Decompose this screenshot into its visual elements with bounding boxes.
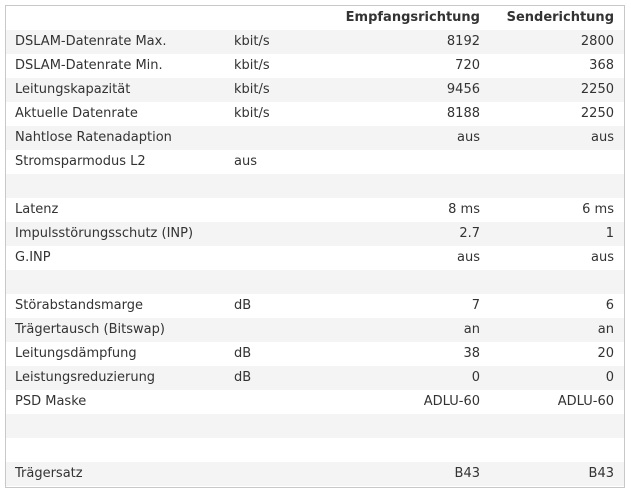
table-row [6, 294, 624, 318]
row-upstream-value [487, 150, 624, 174]
row-downstream-value: 0 [339, 366, 487, 390]
row-label [6, 174, 229, 198]
row-downstream-value [339, 150, 487, 174]
row-label [6, 414, 229, 438]
table-row [6, 30, 624, 54]
row-unit: kbit/s [229, 102, 339, 126]
row-upstream-value: ADLU-60 [487, 390, 624, 414]
row-unit [229, 222, 339, 246]
row-unit [229, 174, 339, 198]
table-row [6, 102, 624, 126]
row-unit [229, 390, 339, 414]
row-unit [229, 126, 339, 150]
table-header-row [6, 6, 624, 30]
row-upstream-value: an [487, 318, 624, 342]
row-upstream-value: B43 [487, 462, 624, 486]
row-label: Leitungskapazität [6, 78, 229, 102]
row-upstream-value [487, 414, 624, 438]
row-downstream-value: 9456 [339, 78, 487, 102]
row-downstream-value: 2.7 [339, 222, 487, 246]
row-label: Latenz [6, 198, 229, 222]
row-downstream-value: 720 [339, 54, 487, 78]
table-row [6, 126, 624, 150]
row-upstream-value: 6 [487, 294, 624, 318]
row-label: DSLAM-Datenrate Max. [6, 30, 229, 54]
row-unit [229, 270, 339, 294]
row-upstream-value [487, 270, 624, 294]
row-label: PSD Maske [6, 390, 229, 414]
row-upstream-value: 368 [487, 54, 624, 78]
row-unit: dB [229, 342, 339, 366]
row-downstream-value [339, 414, 487, 438]
dsl-line-table [6, 6, 624, 486]
row-downstream-value: B43 [339, 462, 487, 486]
row-downstream-value: 8 ms [339, 198, 487, 222]
row-label: Stromsparmodus L2 [6, 150, 229, 174]
table-row [6, 318, 624, 342]
table-row [6, 198, 624, 222]
table-row [6, 78, 624, 102]
table-row [6, 222, 624, 246]
row-downstream-value: 7 [339, 294, 487, 318]
row-label: Nahtlose Ratenadaption [6, 126, 229, 150]
table-row [6, 438, 624, 462]
row-label: DSLAM-Datenrate Min. [6, 54, 229, 78]
table-header [6, 6, 624, 30]
row-downstream-value: 8192 [339, 30, 487, 54]
header-label-cell [6, 6, 229, 30]
row-downstream-value: 38 [339, 342, 487, 366]
table-row [6, 390, 624, 414]
dsl-info-panel [5, 5, 625, 488]
row-unit: dB [229, 366, 339, 390]
table-row [6, 270, 624, 294]
row-label: Leitungsdämpfung [6, 342, 229, 366]
row-downstream-value: aus [339, 126, 487, 150]
row-label: Impulsstörungsschutz (INP) [6, 222, 229, 246]
row-upstream-value: 1 [487, 222, 624, 246]
row-label: Aktuelle Datenrate [6, 102, 229, 126]
row-upstream-value: 2250 [487, 102, 624, 126]
header-unit-cell [229, 6, 339, 30]
row-unit [229, 318, 339, 342]
row-downstream-value [339, 270, 487, 294]
table-row [6, 342, 624, 366]
row-upstream-value: 2800 [487, 30, 624, 54]
table-row [6, 54, 624, 78]
row-unit: dB [229, 294, 339, 318]
row-label: Störabstandsmarge [6, 294, 229, 318]
row-unit: aus [229, 150, 339, 174]
row-upstream-value: 2250 [487, 78, 624, 102]
row-label [6, 438, 229, 462]
row-downstream-value [339, 438, 487, 462]
row-upstream-value: 0 [487, 366, 624, 390]
row-upstream-value: 6 ms [487, 198, 624, 222]
row-downstream-value: aus [339, 246, 487, 270]
table-row [6, 414, 624, 438]
table-row [6, 366, 624, 390]
row-upstream-value [487, 174, 624, 198]
table-row [6, 462, 624, 486]
row-downstream-value [339, 174, 487, 198]
row-unit [229, 246, 339, 270]
table-body [6, 30, 624, 486]
table-row [6, 246, 624, 270]
row-downstream-value: an [339, 318, 487, 342]
row-label: Leistungsreduzierung [6, 366, 229, 390]
row-unit [229, 462, 339, 486]
header-upstream: Senderichtung [506, 10, 614, 25]
row-label: G.INP [6, 246, 229, 270]
row-upstream-value: aus [487, 246, 624, 270]
row-label: Trägertausch (Bitswap) [6, 318, 229, 342]
row-downstream-value: 8188 [339, 102, 487, 126]
header-downstream: Empfangsrichtung [345, 10, 480, 25]
table-row [6, 150, 624, 174]
row-label: Trägersatz [6, 462, 229, 486]
row-label [6, 270, 229, 294]
row-downstream-value: ADLU-60 [339, 390, 487, 414]
table-row [6, 174, 624, 198]
row-unit: kbit/s [229, 54, 339, 78]
row-unit [229, 438, 339, 462]
row-unit [229, 414, 339, 438]
row-unit: kbit/s [229, 30, 339, 54]
row-upstream-value: aus [487, 126, 624, 150]
row-unit: kbit/s [229, 78, 339, 102]
row-upstream-value: 20 [487, 342, 624, 366]
row-unit [229, 198, 339, 222]
row-upstream-value [487, 438, 624, 462]
